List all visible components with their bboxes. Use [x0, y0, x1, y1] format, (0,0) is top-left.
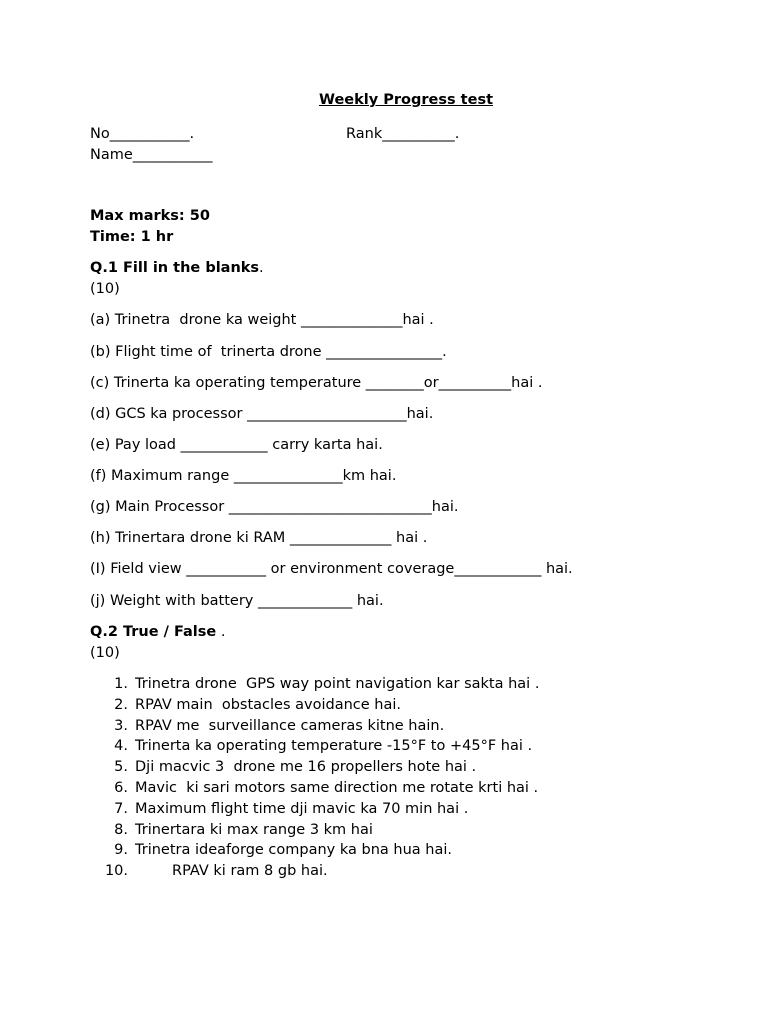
list-item-number: 10.	[104, 863, 128, 880]
list-item	[90, 779, 539, 800]
list-item-text: Dji macvic 3 drone me 16 propellers hote hai .	[135, 759, 477, 776]
name-field: Name___________	[90, 147, 213, 163]
list-item	[90, 821, 539, 842]
list-item-text: Trinerta ka operating temperature -15°F to +45°F hai .	[135, 738, 533, 755]
q1-item: (c) Trinerta ka operating temperature ________or__________hai .	[90, 374, 543, 391]
q1-item: (a) Trinetra drone ka weight ______________hai .	[90, 312, 434, 328]
list-item-number: 8.	[114, 821, 128, 838]
list-item-number: 9.	[114, 842, 128, 859]
q1-item: (j) Weight with battery _____________ hai.	[90, 593, 384, 609]
list-item	[90, 737, 539, 758]
list-item-number: 7.	[114, 800, 128, 817]
q2-marks: (10)	[90, 645, 120, 661]
list-item-text: Mavic ki sari motors same direction me rotate krti hai .	[135, 779, 539, 796]
list-item-number: 2.	[114, 696, 128, 713]
list-item	[90, 675, 539, 696]
q1-item: (d) GCS ka processor ______________________hai.	[90, 405, 434, 422]
q1-item: (I) Field view ___________ or environment coverage____________ hai.	[90, 561, 573, 577]
rank-field: Rank__________.	[346, 126, 460, 142]
max-marks: Max marks: 50	[90, 208, 210, 224]
list-item-text: RPAV me surveillance cameras kitne hain.	[135, 717, 445, 734]
q1-item: (h) Trinertara drone ki RAM ______________ hai .	[90, 529, 428, 546]
list-item	[90, 758, 539, 779]
list-item	[90, 841, 539, 862]
q2-heading-text: Q.2 True / False	[90, 624, 217, 640]
list-item-text: Maximum flight time dji mavic ka 70 min hai .	[135, 800, 469, 817]
q1-heading	[90, 259, 264, 277]
q1-marks: (10)	[90, 281, 120, 297]
q1-item: (g) Main Processor ____________________________hai.	[90, 498, 459, 515]
list-item-number: 4.	[114, 738, 128, 755]
list-item	[90, 717, 539, 738]
list-item-text: Trinertara ki max range 3 km hai	[135, 821, 373, 838]
list-item-text: Trinetra drone GPS way point navigation kar sakta hai .	[135, 676, 540, 692]
list-item	[90, 696, 539, 717]
list-item-text: Trinetra ideaforge company ka bna hua hai.	[135, 842, 452, 859]
list-item-text: RPAV ki ram 8 gb hai.	[172, 863, 328, 880]
list-item-number: 3.	[114, 717, 128, 734]
q1-heading-tail: .	[259, 260, 264, 276]
test-title: Weekly Progress test	[319, 92, 493, 108]
q2-heading-tail: .	[216, 624, 226, 640]
list-item	[90, 862, 539, 883]
list-item-number: 5.	[114, 759, 128, 776]
q2-statement-list	[90, 675, 539, 883]
list-item-text: RPAV main obstacles avoidance hai.	[135, 696, 402, 713]
q1-item: (f) Maximum range _______________km hai.	[90, 467, 397, 484]
list-item-number: 1.	[114, 676, 128, 692]
time-limit: Time: 1 hr	[90, 229, 174, 245]
q1-item: (e) Pay load ____________ carry karta hai.	[90, 436, 383, 453]
q2-heading	[90, 623, 225, 641]
list-item-number: 6.	[114, 779, 128, 796]
list-item	[90, 800, 539, 821]
q1-heading-text: Q.1 Fill in the blanks	[90, 260, 260, 276]
q1-item: (b) Flight time of trinerta drone ________________.	[90, 343, 447, 360]
roll-number-field: No___________.	[90, 126, 195, 142]
